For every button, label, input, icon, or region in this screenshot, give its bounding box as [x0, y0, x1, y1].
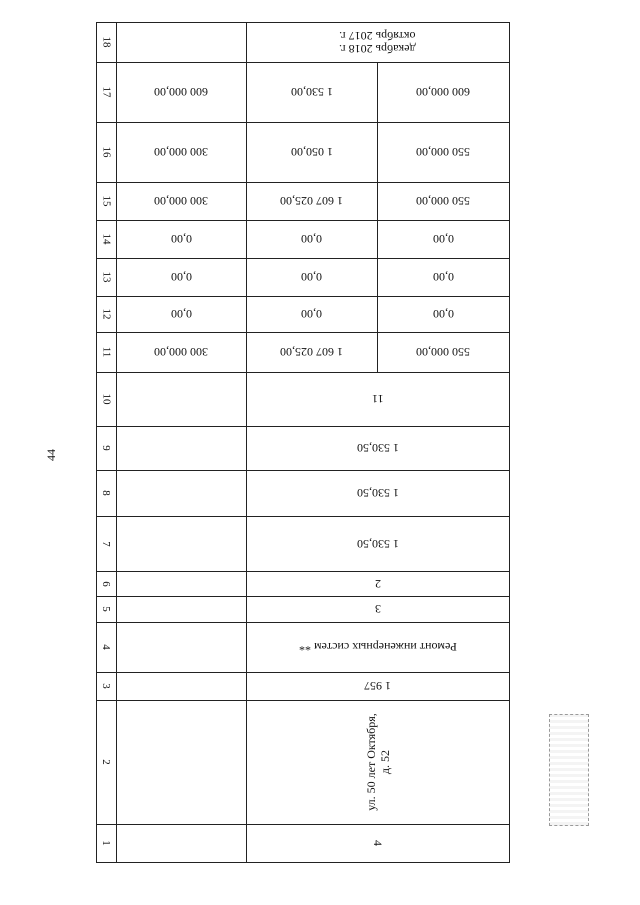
- cell-year: 1 957: [364, 679, 391, 693]
- cell-13-c: 0,00: [432, 270, 454, 284]
- colnum-13: 13: [100, 271, 112, 283]
- cell-12-c: 0,00: [432, 307, 454, 321]
- cell-8: 1 530,50: [356, 486, 399, 500]
- cell-14-a: 0,00: [170, 232, 192, 246]
- colnum-15: 15: [100, 195, 112, 207]
- address-street: ул. 50 лет Октября,: [363, 713, 378, 811]
- colnum-14: 14: [100, 233, 112, 245]
- cell-6: 2: [374, 576, 381, 591]
- colnum-3: 3: [100, 683, 112, 689]
- cell-16-c: 550 000,00: [416, 145, 470, 159]
- cell-5: 3: [374, 602, 381, 616]
- cell-12-a: 0,00: [170, 307, 192, 321]
- colnum-5: 5: [100, 606, 112, 612]
- colnum-8: 8: [100, 490, 112, 496]
- cell-11-c: 550 000,00: [416, 345, 470, 359]
- cell-15-c: 550 000,00: [416, 194, 470, 208]
- cell-16-a: 300 000,00: [154, 145, 208, 159]
- colnum-18: 18: [100, 36, 112, 48]
- stamp-mark: [549, 714, 589, 826]
- cell-17-c: 600 000,00: [416, 85, 470, 99]
- colnum-2: 2: [100, 759, 112, 765]
- cell-13-a: 0,00: [170, 270, 192, 284]
- page-number: 44: [44, 449, 58, 461]
- cell-13-b: 0,00: [301, 270, 322, 284]
- colnum-11: 11: [100, 346, 112, 358]
- cell-work-type: Ремонт инженерных систем **: [298, 640, 457, 654]
- colnum-6: 6: [100, 580, 112, 587]
- colnum-7: 7: [100, 540, 112, 547]
- period-start: октябрь 2017 г.: [339, 29, 416, 43]
- border-right: [509, 22, 510, 863]
- colnum-1: 1: [100, 840, 112, 846]
- cell-address: [246, 700, 509, 824]
- cell-12-b: 0,00: [301, 307, 322, 321]
- address-house: д. 52: [377, 749, 392, 775]
- colnum-9: 9: [100, 445, 112, 451]
- cell-15-b: 1 607 025,00: [280, 194, 343, 208]
- cell-7: 1 530,50: [356, 536, 399, 551]
- cell-16-b: 1 050,00: [290, 145, 333, 159]
- cell-17-b: 1 530,00: [290, 85, 333, 99]
- period-end: декабрь 2018 г.: [339, 42, 416, 56]
- cell-seq: 4: [370, 840, 385, 846]
- cell-11-a: 300 000,00: [154, 345, 208, 359]
- cell-9: 1 530,50: [356, 441, 399, 455]
- cell-period: [246, 22, 509, 62]
- colnum-17: 17: [100, 86, 112, 98]
- colnum-4: 4: [100, 644, 112, 650]
- line-bottom: [96, 862, 510, 863]
- cell-11-b: 1 607 025,00: [280, 345, 343, 359]
- colnum-12: 12: [100, 308, 112, 320]
- cell-17-a: 600 000,00: [154, 85, 208, 99]
- cell-14-b: 0,00: [301, 232, 322, 246]
- cell-15-a: 300 000,00: [154, 194, 208, 208]
- cell-14-c: 0,00: [432, 232, 454, 246]
- cell-10: 11: [371, 392, 384, 406]
- colnum-16: 16: [100, 146, 112, 158]
- colnum-10: 10: [100, 393, 112, 405]
